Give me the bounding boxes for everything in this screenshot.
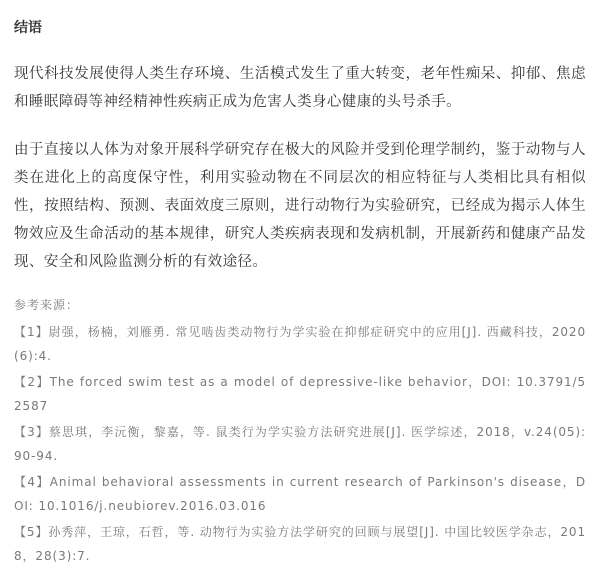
reference-item: 【1】尉强，杨楠，刘雁勇. 常见啮齿类动物行为学实验在抑郁症研究中的应用[J]. 西藏科技，2020(6):4. (14, 325, 586, 363)
section-heading: 结语 (14, 20, 42, 36)
reference-item: 【2】The forced swim test as a model of depressive-like behavior，DOI: 10.3791/52587 (14, 375, 586, 413)
paragraph-body: 由于直接以人体为对象开展科学研究存在极大的风险并受到伦理学制约，鉴于动物与人类在进化上的高度保守性，利用实验动物在不同层次的相应特征与人类相比具有相似性，按照结构、预测、表面效度三原则，进行动物行为实验研究，已经成为揭示人体生物效应及生命活动的基本规律，研究人类疾病表现和发病机制，开展新药和健康产品发现、安全和风险监测分析的有效途径。 (14, 142, 586, 270)
references-list (14, 320, 586, 568)
reference-item: 【3】蔡思琪，李沅衡，黎嘉，等. 鼠类行为学实验方法研究进展[J]. 医学综述，2018，v.24(05):90-94. (14, 425, 586, 463)
reference-item: 【5】孙秀萍，王琼，石哲，等. 动物行为实验方法学研究的回顾与展望[J]. 中国比较医学杂志，2018，28(3):7. (14, 525, 586, 563)
reference-item: 【4】Animal behavioral assessments in current research of Parkinson's disease，DOI: 10.1016/j.neubiorev.2016.03.016 (14, 475, 586, 513)
references-label: 参考来源： (14, 298, 80, 312)
paragraph-intro: 现代科技发展使得人类生存环境、生活模式发生了重大转变，老年性痴呆、抑郁、焦虑和睡眠障碍等神经精神性疾病正成为危害人类身心健康的头号杀手。 (14, 66, 586, 110)
